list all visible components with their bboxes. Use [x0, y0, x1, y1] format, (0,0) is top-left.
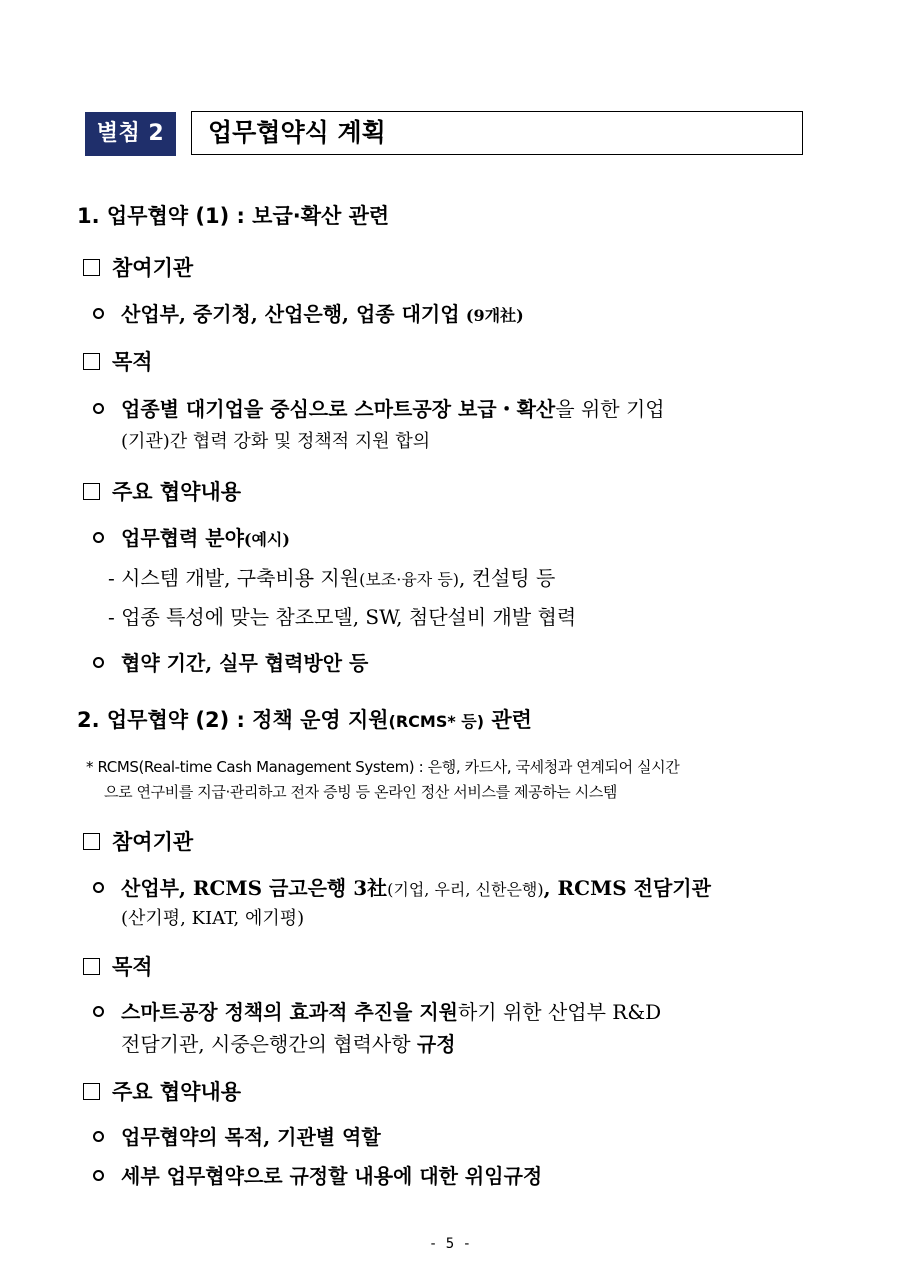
- section2-purpose-line2a: 전담기관, 시중은행간의 협력사항: [121, 1032, 417, 1056]
- section2-participants-item: [93, 872, 711, 901]
- section2-purpose-line2: [121, 1028, 456, 1057]
- section1-participants-item: [93, 298, 524, 327]
- section1-purpose-line2: (기관)간 협력 강화 및 정책적 지원 합의: [121, 431, 431, 452]
- section1-purpose-label: 목적: [112, 349, 153, 374]
- section1-contents-label: 주요 협약내용: [112, 479, 242, 504]
- section1-participants-text: 산업부, 중기청, 산업은행, 업종 대기업: [121, 302, 460, 326]
- section1-purpose-rest: 을 위한 기업: [555, 397, 665, 421]
- circle-bullet-icon: [93, 1131, 104, 1142]
- section1-dash-item2: - 업종 특성에 맞는 참조모델, SW, 첨단설비 개발 협력: [108, 605, 577, 629]
- section1-contents-header: [83, 476, 241, 506]
- section2-participants-header: [83, 826, 193, 856]
- page-number: - 5 -: [428, 1236, 472, 1252]
- dash1-text-small: (보조·융자 등): [359, 570, 460, 589]
- section1-contents-item1: [93, 522, 290, 551]
- section1-contents-item2-text: 협약 기간, 실무 협력방안 등: [121, 651, 369, 675]
- section2-participants-line2: (산기평, KIAT, 에기평): [121, 908, 305, 929]
- circle-bullet-icon: [93, 308, 104, 319]
- section2-contents-item1-text: 업무협약의 목적, 기관별 역할: [121, 1125, 381, 1149]
- page-title: 업무협약식 계획: [191, 111, 803, 155]
- section1-purpose-header: [83, 346, 153, 376]
- circle-bullet-icon: [93, 532, 104, 543]
- section2-participants-label: 참여기관: [112, 829, 194, 854]
- section2-contents-label: 주요 협약내용: [112, 1079, 242, 1104]
- section2-heading-b: 관련: [484, 708, 532, 732]
- section2-heading: [77, 704, 532, 734]
- dash1-text-a: - 시스템 개발, 구축비용 지원: [108, 566, 360, 590]
- section2-heading-small: (RCMS* 등): [388, 712, 485, 731]
- attachment-tag: 별첨 2: [85, 112, 176, 156]
- checkbox-square-icon: [83, 833, 100, 850]
- section2-purpose-label: 목적: [112, 954, 153, 979]
- section1-participants-count: (9개社): [465, 306, 524, 325]
- section1-purpose-bold: 업종별 대기업을 중심으로 스마트공장 보급・확산: [121, 397, 556, 421]
- section1-participants-header: [83, 252, 193, 282]
- section1-contents-item1-text: 업무협력 분야: [121, 526, 244, 550]
- circle-bullet-icon: [93, 403, 104, 414]
- section2-heading-a: 2. 업무협약 (2) : 정책 운영 지원: [77, 708, 389, 732]
- section1-purpose-item: [93, 393, 665, 422]
- section2-purpose-line2b: 규정: [416, 1032, 456, 1056]
- dash1-text-b: , 컨설팅 등: [459, 566, 556, 590]
- circle-bullet-icon: [93, 882, 104, 893]
- section2-purpose-bold: 스마트공장 정책의 효과적 추진을 지원: [121, 1000, 458, 1024]
- section1-participants-label: 참여기관: [112, 255, 194, 280]
- circle-bullet-icon: [93, 1006, 104, 1017]
- section2-contents-item2: [93, 1160, 542, 1189]
- section1-contents-item2: [93, 647, 368, 676]
- checkbox-square-icon: [83, 259, 100, 276]
- rcms-footnote-line2: 으로 연구비를 지급·관리하고 전자 증빙 등 온라인 정산 서비스를 제공하는 시스템: [104, 783, 618, 801]
- circle-bullet-icon: [93, 657, 104, 668]
- section2-contents-header: [83, 1076, 241, 1106]
- checkbox-square-icon: [83, 483, 100, 500]
- checkbox-square-icon: [83, 958, 100, 975]
- circle-bullet-icon: [93, 1170, 104, 1181]
- checkbox-square-icon: [83, 1083, 100, 1100]
- section2-participants-bold1: 산업부, RCMS 금고은행 3社: [121, 876, 388, 900]
- section1-dash-item1: [108, 562, 555, 591]
- section2-contents-item1: [93, 1121, 381, 1150]
- section2-participants-bold2: , RCMS 전담기관: [543, 876, 711, 900]
- section2-purpose-header: [83, 951, 153, 981]
- section2-purpose-rest: 하기 위한 산업부 R&D: [457, 1000, 662, 1024]
- section2-participants-small: (기업, 우리, 신한은행): [387, 880, 544, 899]
- section1-contents-item1-small: (예시): [243, 530, 290, 549]
- section2-contents-item2-text: 세부 업무협약으로 규정할 내용에 대한 위임규정: [121, 1164, 543, 1188]
- checkbox-square-icon: [83, 353, 100, 370]
- rcms-footnote-line1: * RCMS(Real-time Cash Management System) : 은행, 카드사, 국세청과 연계되어 실시간: [86, 758, 680, 776]
- section1-heading: 1. 업무협약 (1) : 보급·확산 관련: [77, 204, 390, 228]
- section2-purpose-item: [93, 996, 661, 1025]
